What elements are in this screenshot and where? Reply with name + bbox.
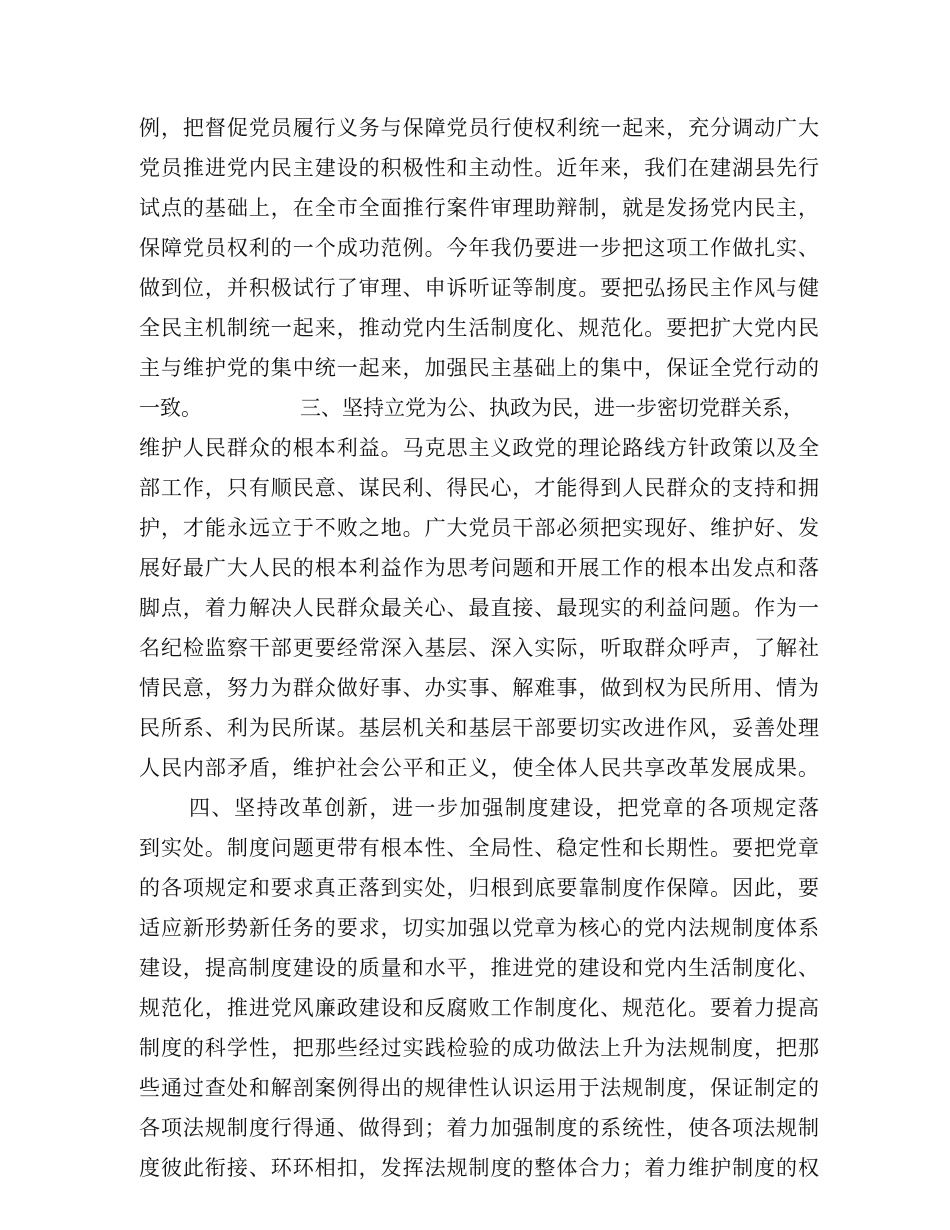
text-line: 保障党员权利的一个成功范例。今年我仍要进一步把这项工作做扎实、 (139, 236, 819, 260)
text-line: 情民意，努力为群众做好事、办实事、解难事，做到权为民所用、情为 (139, 676, 819, 700)
text-line: 全民主机制统一起来，推动党内生活制度化、规范化。要把扩大党内民 (139, 316, 819, 340)
text-line: 展好最广大人民的根本利益作为思考问题和开展工作的根本出发点和落 (139, 556, 819, 580)
text-line: 些通过查处和解剖案例得出的规律性认识运用于法规制度，保证制定的 (139, 1076, 819, 1100)
text-line: 试点的基础上，在全市全面推行案件审理助辩制，就是发扬党内民主， (139, 196, 819, 220)
text-line: 的各项规定和要求真正落到实处，归根到底要靠制度作保障。因此，要 (139, 876, 819, 900)
text-line: 护，才能永远立于不败之地。广大党员干部必须把实现好、维护好、发 (139, 516, 819, 540)
text-line: 到实处。制度问题更带有根本性、全局性、稳定性和长期性。要把党章 (139, 836, 819, 860)
text-line: 例，把督促党员履行义务与保障党员行使权利统一起来，充分调动广大 (139, 116, 819, 140)
text-line: 党员推进党内民主建设的积极性和主动性。近年来，我们在建湖县先行 (139, 156, 819, 180)
text-line: 部工作，只有顺民意、谋民利、得民心，才能得到人民群众的支持和拥 (139, 476, 819, 500)
text-line: 民所系、利为民所谋。基层机关和基层干部要切实改进作风，妥善处理 (139, 716, 819, 740)
text-line: 制度的科学性，把那些经过实践检验的成功做法上升为法规制度，把那 (139, 1036, 819, 1060)
text-line: 维护人民群众的根本利益。马克思主义政党的理论路线方针政策以及全 (139, 436, 819, 460)
text-line: 规范化，推进党风廉政建设和反腐败工作制度化、规范化。要着力提高 (139, 996, 819, 1020)
text-line: 适应新形势新任务的要求，切实加强以党章为核心的党内法规制度体系 (139, 916, 819, 940)
text-line: 主与维护党的集中统一起来，加强民主基础上的集中，保证全党行动的 (139, 356, 819, 380)
text-line (139, 390, 819, 426)
text-line: 度彼此衔接、环环相扣，发挥法规制度的整体合力；着力维护制度的权 (139, 1156, 819, 1180)
text-fragment: 一致。 (139, 396, 202, 420)
text-line: 各项法规制度行得通、做得到；着力加强制度的系统性，使各项法规制 (139, 1116, 819, 1140)
text-line: 脚点，着力解决人民群众最关心、最直接、最现实的利益问题。作为一 (139, 596, 819, 620)
text-line: 人民内部矛盾，维护社会公平和正义，使全体人民共享改革发展成果。 (139, 756, 819, 780)
text-line: 名纪检监察干部更要经常深入基层、深入实际，听取群众呼声，了解社 (139, 636, 819, 660)
text-line: 做到位，并积极试行了审理、申诉听证等制度。要把弘扬民主作风与健 (139, 276, 819, 300)
text-line: 建设，提高制度建设的质量和水平，推进党的建设和党内生活制度化、 (139, 956, 819, 980)
section-heading-4: 四、坚持改革创新，进一步加强制度建设，把党章的各项规定落 (189, 796, 819, 820)
section-heading-3: 三、坚持立党为公、执政为民，进一步密切党群关系， (300, 396, 804, 420)
